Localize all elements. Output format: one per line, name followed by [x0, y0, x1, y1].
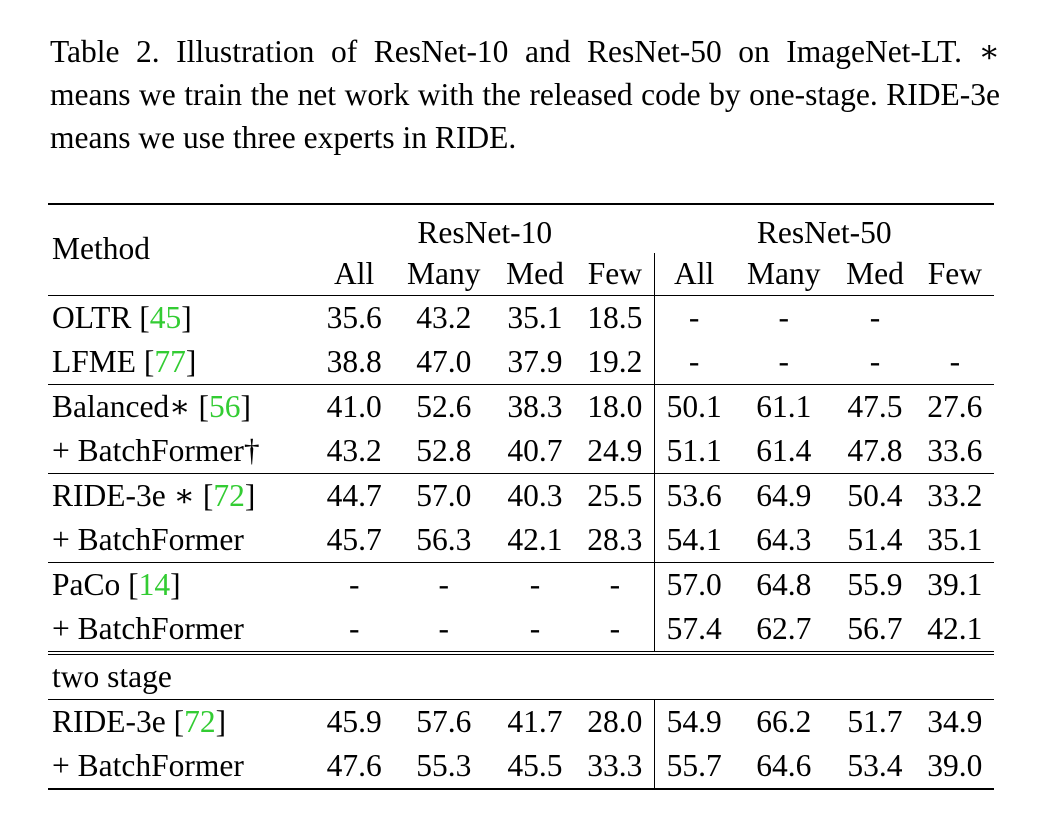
subcol-header: Med	[846, 256, 904, 291]
method-cell	[48, 700, 315, 745]
ref-bracket: [	[139, 300, 150, 335]
value-cell: 33.3	[576, 744, 655, 789]
ref-bracket: ]	[181, 300, 192, 335]
value-cell: 54.9	[655, 700, 734, 745]
value-cell: -	[393, 563, 494, 608]
value-cell: 27.6	[916, 385, 994, 430]
value-cell: 45.5	[494, 744, 575, 789]
value-cell: 62.7	[756, 611, 812, 646]
caption-prefix: Table 2. Illustration of ResNet-10 and ResNet-50 on ImageNet-LT.	[50, 34, 979, 69]
value-cell: 57.6	[393, 700, 494, 745]
table-row	[48, 429, 994, 474]
value-cell: 47.6	[315, 744, 393, 789]
value-cell: 43.2	[393, 296, 494, 341]
method-name: RIDE-3e ∗	[52, 478, 203, 513]
method-cell	[48, 340, 315, 385]
value-cell: 64.8	[733, 563, 834, 608]
value-cell: 42.1	[927, 611, 983, 646]
citation-link[interactable]: 45	[149, 300, 182, 335]
ref-bracket: [	[128, 567, 139, 602]
citation-link[interactable]: 77	[154, 344, 186, 379]
value-cell	[916, 296, 994, 341]
table-row	[48, 563, 994, 608]
value-cell: 33.6	[927, 433, 983, 468]
value-cell: -	[834, 296, 915, 341]
value-cell: -	[655, 296, 734, 341]
value-cell: 25.5	[576, 474, 655, 519]
subcol-header: Many	[407, 256, 481, 291]
value-cell: 64.6	[733, 744, 834, 789]
value-cell: 47.0	[416, 344, 472, 379]
table-row	[48, 607, 994, 653]
ref-bracket: [	[173, 704, 185, 739]
subcol-header: Few	[927, 256, 982, 291]
value-cell: 41.7	[494, 700, 575, 745]
method-name: + BatchFormer	[52, 522, 244, 557]
value-cell: 33.2	[916, 474, 994, 519]
value-cell: 44.7	[315, 474, 393, 519]
value-cell: 64.9	[733, 474, 834, 519]
value-cell: 39.1	[916, 563, 994, 608]
section-label: two stage	[48, 653, 994, 700]
value-cell: -	[576, 563, 655, 608]
method-cell	[48, 474, 315, 519]
value-cell: -	[609, 611, 621, 646]
value-cell: 53.4	[834, 744, 915, 789]
value-cell: 18.0	[576, 385, 655, 430]
results-table-body	[48, 204, 994, 789]
value-cell: 35.1	[927, 522, 983, 557]
method-cell	[48, 296, 315, 341]
ref-bracket: [	[198, 389, 209, 424]
value-cell: 28.0	[576, 700, 655, 745]
value-cell: 45.9	[315, 700, 393, 745]
value-cell: 19.2	[587, 344, 643, 379]
ref-bracket: [	[143, 344, 155, 379]
subcol-header: All	[655, 253, 734, 296]
method-name: LFME	[52, 344, 144, 379]
caption-suffix: means we train the net work with the released code by one-stage. RIDE-3e means we use three experts in RIDE.	[50, 77, 1000, 155]
citation-link[interactable]: 72	[184, 704, 216, 739]
value-cell: -	[438, 611, 449, 646]
table-row	[48, 296, 994, 341]
value-cell: 40.3	[494, 474, 575, 519]
method-name: Balanced∗	[52, 389, 199, 424]
method-cell	[48, 607, 315, 653]
method-name: + BatchFormer	[52, 748, 244, 783]
value-cell: 37.9	[507, 344, 563, 379]
value-cell: -	[494, 563, 575, 608]
value-cell: -	[655, 340, 734, 385]
method-name: OLTR	[52, 300, 140, 335]
method-header: Method	[48, 204, 315, 296]
value-cell: -	[529, 611, 541, 646]
method-cell	[48, 563, 315, 608]
ref-bracket: [	[202, 478, 214, 513]
citation-link[interactable]: 72	[213, 478, 245, 513]
value-cell: 51.4	[847, 522, 903, 557]
ref-bracket: ]	[215, 704, 227, 739]
section-row	[48, 653, 994, 700]
method-name: PaCo	[52, 567, 129, 602]
group-header-resnet10: ResNet-10	[315, 204, 654, 253]
table-row	[48, 744, 994, 789]
value-cell: 50.4	[834, 474, 915, 519]
table-row	[48, 518, 994, 563]
value-cell: 51.7	[834, 700, 915, 745]
subcol-header: Few	[587, 256, 642, 291]
method-cell	[48, 518, 315, 563]
subcol-header: All	[334, 256, 375, 291]
method-name: + BatchFormer	[52, 611, 244, 646]
table-row	[48, 385, 994, 430]
subcol-header: Many	[747, 256, 821, 291]
citation-link[interactable]: 14	[138, 567, 171, 602]
table-row	[48, 340, 994, 385]
value-cell: 64.3	[756, 522, 812, 557]
value-cell: -	[315, 563, 393, 608]
table-row	[48, 700, 994, 745]
value-cell: 57.4	[655, 607, 734, 653]
value-cell: 28.3	[587, 522, 643, 557]
ref-bracket: ]	[185, 344, 197, 379]
value-cell: -	[778, 344, 790, 379]
value-cell: 47.8	[847, 433, 903, 468]
value-cell: 43.2	[326, 433, 382, 468]
value-cell: 38.3	[494, 385, 575, 430]
value-cell: 38.8	[326, 344, 382, 379]
value-cell: 45.7	[326, 522, 382, 557]
citation-link[interactable]: 56	[208, 389, 241, 424]
value-cell: 57.0	[655, 563, 734, 608]
value-cell: 52.6	[393, 385, 494, 430]
value-cell: 47.5	[834, 385, 915, 430]
method-cell	[48, 744, 315, 789]
method-name: + BatchFormer†	[52, 433, 260, 468]
value-cell: 55.7	[655, 744, 734, 789]
value-cell: 39.0	[916, 744, 994, 789]
table-caption	[50, 30, 1000, 159]
value-cell: 42.1	[507, 522, 563, 557]
value-cell: 61.1	[733, 385, 834, 430]
subcol-header: Med	[506, 256, 564, 291]
value-cell: 35.6	[315, 296, 393, 341]
value-cell: 54.1	[655, 518, 734, 563]
results-table	[48, 203, 994, 790]
value-cell: 52.8	[416, 433, 472, 468]
value-cell: -	[348, 611, 360, 646]
method-cell	[48, 429, 315, 474]
ref-bracket: ]	[170, 567, 181, 602]
value-cell: -	[949, 344, 961, 379]
caption-asterisk: ∗	[978, 34, 1000, 69]
group-header-resnet50: ResNet-50	[655, 204, 995, 253]
value-cell: 57.0	[393, 474, 494, 519]
value-cell: 41.0	[315, 385, 393, 430]
ref-bracket: ]	[244, 478, 256, 513]
value-cell: -	[733, 296, 834, 341]
value-cell: 51.1	[655, 429, 734, 474]
table-row	[48, 474, 994, 519]
method-name: RIDE-3e	[52, 704, 174, 739]
value-cell: 55.3	[393, 744, 494, 789]
ref-bracket: ]	[240, 389, 251, 424]
value-cell: 24.9	[587, 433, 643, 468]
value-cell: 18.5	[576, 296, 655, 341]
value-cell: 56.7	[847, 611, 903, 646]
value-cell: 56.3	[416, 522, 472, 557]
method-cell	[48, 385, 315, 430]
value-cell: -	[869, 344, 881, 379]
value-cell: 35.1	[494, 296, 575, 341]
value-cell: 34.9	[916, 700, 994, 745]
value-cell: 50.1	[655, 385, 734, 430]
group-header-row	[48, 204, 994, 253]
value-cell: 61.4	[756, 433, 812, 468]
value-cell: 55.9	[834, 563, 915, 608]
value-cell: 66.2	[733, 700, 834, 745]
value-cell: 53.6	[655, 474, 734, 519]
value-cell: 40.7	[507, 433, 563, 468]
